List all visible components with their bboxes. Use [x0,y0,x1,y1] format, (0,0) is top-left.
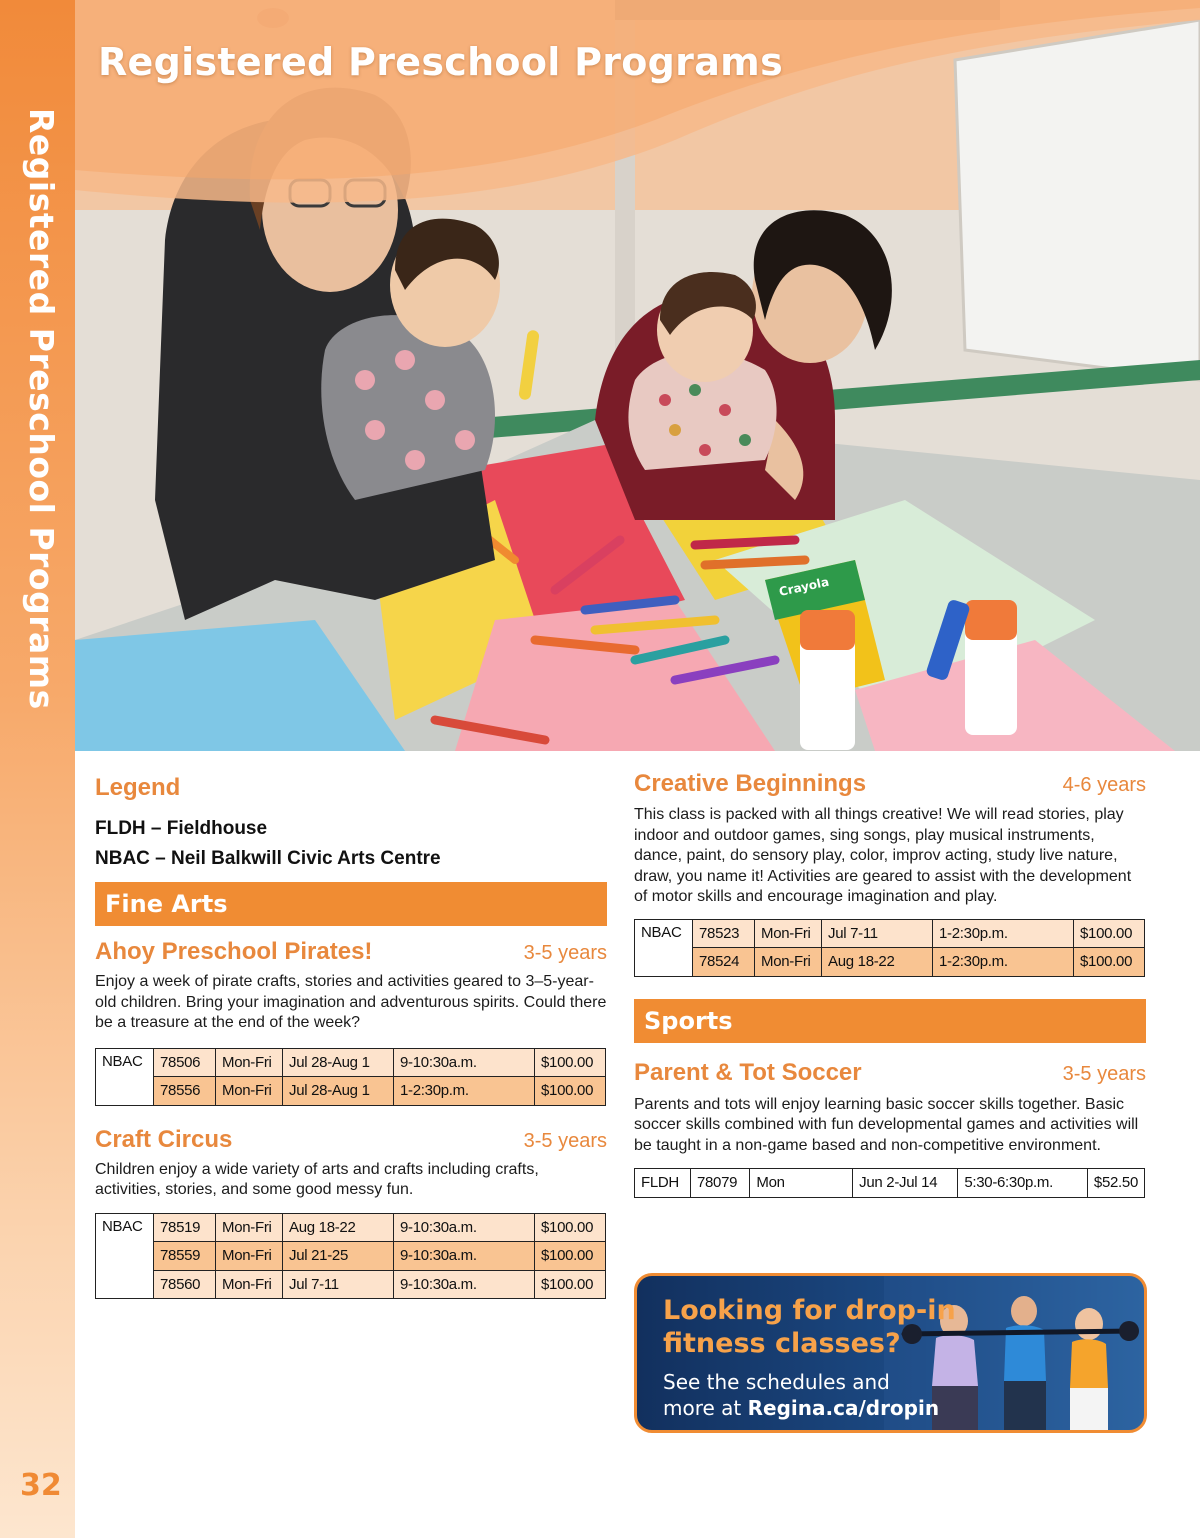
legend-item: NBAC – Neil Balkwill Civic Arts Centre [95,848,441,869]
program-parent-tot-soccer [634,1059,1146,1198]
right-column [634,770,1146,1198]
table-row [96,1270,606,1299]
ad-headline-line1: Looking for drop-in [663,1295,956,1326]
table-row [96,1048,606,1077]
ad-headline-line2: fitness classes? [663,1328,901,1359]
course-code: 78079 [690,1169,749,1198]
program-age: 3-5 years [523,942,607,964]
course-code: 78524 [693,948,755,977]
table-row [96,1213,606,1242]
days: Mon-Fri [216,1077,283,1106]
page-number: 32 [20,1468,62,1503]
hero-photo [75,0,1200,751]
program-description: Children enjoy a wide variety of arts and crafts including crafts, activities, stories, and some good messy fun. [95,1160,539,1198]
dates: Jul 7-11 [822,919,933,948]
program-description: Parents and tots will enjoy learning basic soccer skills together. Basic soccer skills combined with fun developmental games and activities will be taught in a non-game based and non-competitive environment. [634,1095,1139,1154]
table-row [96,1077,606,1106]
program-title: Craft Circus [95,1125,233,1153]
dates: Jul 28-Aug 1 [283,1077,394,1106]
dates: Jun 2-Jul 14 [853,1169,958,1198]
time: 9-10:30a.m. [394,1213,535,1242]
ad-headline [663,1294,956,1360]
time: 5:30-6:30p.m. [958,1169,1088,1198]
location-cell: NBAC [96,1048,154,1105]
ad-subtext-line1: See the schedules and [663,1370,890,1394]
section-bar-sports: Sports [634,999,1146,1043]
days: Mon-Fri [216,1270,283,1299]
dates: Jul 21-25 [283,1242,394,1271]
crayon-box-label: Crayola [777,574,831,599]
legend-list [95,818,607,870]
course-code: 78559 [154,1242,216,1271]
location-cell: FLDH [635,1169,691,1198]
legend-item: FLDH – Fieldhouse [95,818,268,839]
price: $52.50 [1087,1169,1144,1198]
time: 1-2:30p.m. [394,1077,535,1106]
program-creative-beginnings [634,770,1146,977]
days: Mon-Fri [755,919,822,948]
price: $100.00 [535,1270,606,1299]
course-code: 78556 [154,1077,216,1106]
schedule-table [634,1168,1145,1198]
schedule-table [95,1048,606,1106]
legend-title: Legend [95,774,181,801]
ad-subtext [663,1369,939,1421]
price: $100.00 [535,1077,606,1106]
table-row [635,1169,1145,1198]
hero-illustration [75,0,1200,751]
table-row [635,919,1145,948]
price: $100.00 [535,1213,606,1242]
course-code: 78519 [154,1213,216,1242]
program-description: This class is packed with all things creative! We will read stories, play indoor and outdoor games, sing songs, play musical instruments, dance, paint, do sensory play, color, improv acting, study live nature, draw, you name it! Activities are geared to assist with the development of motor skills and encourage imagination and play. [634,806,1132,905]
table-row [96,1242,606,1271]
left-column [95,770,607,1299]
ad-link[interactable]: Regina.ca/dropin [747,1396,940,1420]
time: 9-10:30a.m. [394,1242,535,1271]
program-ahoy-preschool-pirates [95,938,607,1106]
dates: Jul 7-11 [283,1270,394,1299]
dates: Aug 18-22 [283,1213,394,1242]
location-cell: NBAC [635,919,693,976]
course-code: 78523 [693,919,755,948]
time: 9-10:30a.m. [394,1048,535,1077]
table-row [635,948,1145,977]
program-title: Creative Beginnings [634,770,867,797]
price: $100.00 [535,1048,606,1077]
dates: Jul 28-Aug 1 [283,1048,394,1077]
dates: Aug 18-22 [822,948,933,977]
hero-title: Registered Preschool Programs [98,40,783,84]
program-age: 3-5 years [1062,1062,1146,1085]
days: Mon-Fri [216,1213,283,1242]
location-cell: NBAC [96,1213,154,1299]
program-age: 3-5 years [523,1129,607,1152]
schedule-table [95,1213,606,1300]
course-code: 78560 [154,1270,216,1299]
program-title: Ahoy Preschool Pirates! [95,938,373,965]
price: $100.00 [535,1242,606,1271]
schedule-table [634,919,1145,977]
ad-subtext-prefix: more at [663,1396,748,1420]
days: Mon [750,1169,853,1198]
price: $100.00 [1074,919,1145,948]
days: Mon-Fri [755,948,822,977]
program-craft-circus [95,1126,607,1300]
time: 1-2:30p.m. [933,948,1074,977]
time: 1-2:30p.m. [933,919,1074,948]
side-section-title: Registered Preschool Programs [22,108,61,710]
course-code: 78506 [154,1048,216,1077]
ad-subtext-line2 [663,1395,939,1421]
program-title: Parent & Tot Soccer [634,1058,862,1086]
time: 9-10:30a.m. [394,1270,535,1299]
program-age: 4-6 years [1062,774,1146,796]
days: Mon-Fri [216,1242,283,1271]
price: $100.00 [1074,948,1145,977]
dropin-fitness-ad[interactable] [634,1273,1147,1433]
program-description: Enjoy a week of pirate crafts, stories and activities geared to 3–5-year-old children. Bring your imagination and adventurous spirits. Could there be a treasure at the end of the week? [95,973,607,1031]
days: Mon-Fri [216,1048,283,1077]
section-bar-fine-arts: Fine Arts [95,882,607,926]
